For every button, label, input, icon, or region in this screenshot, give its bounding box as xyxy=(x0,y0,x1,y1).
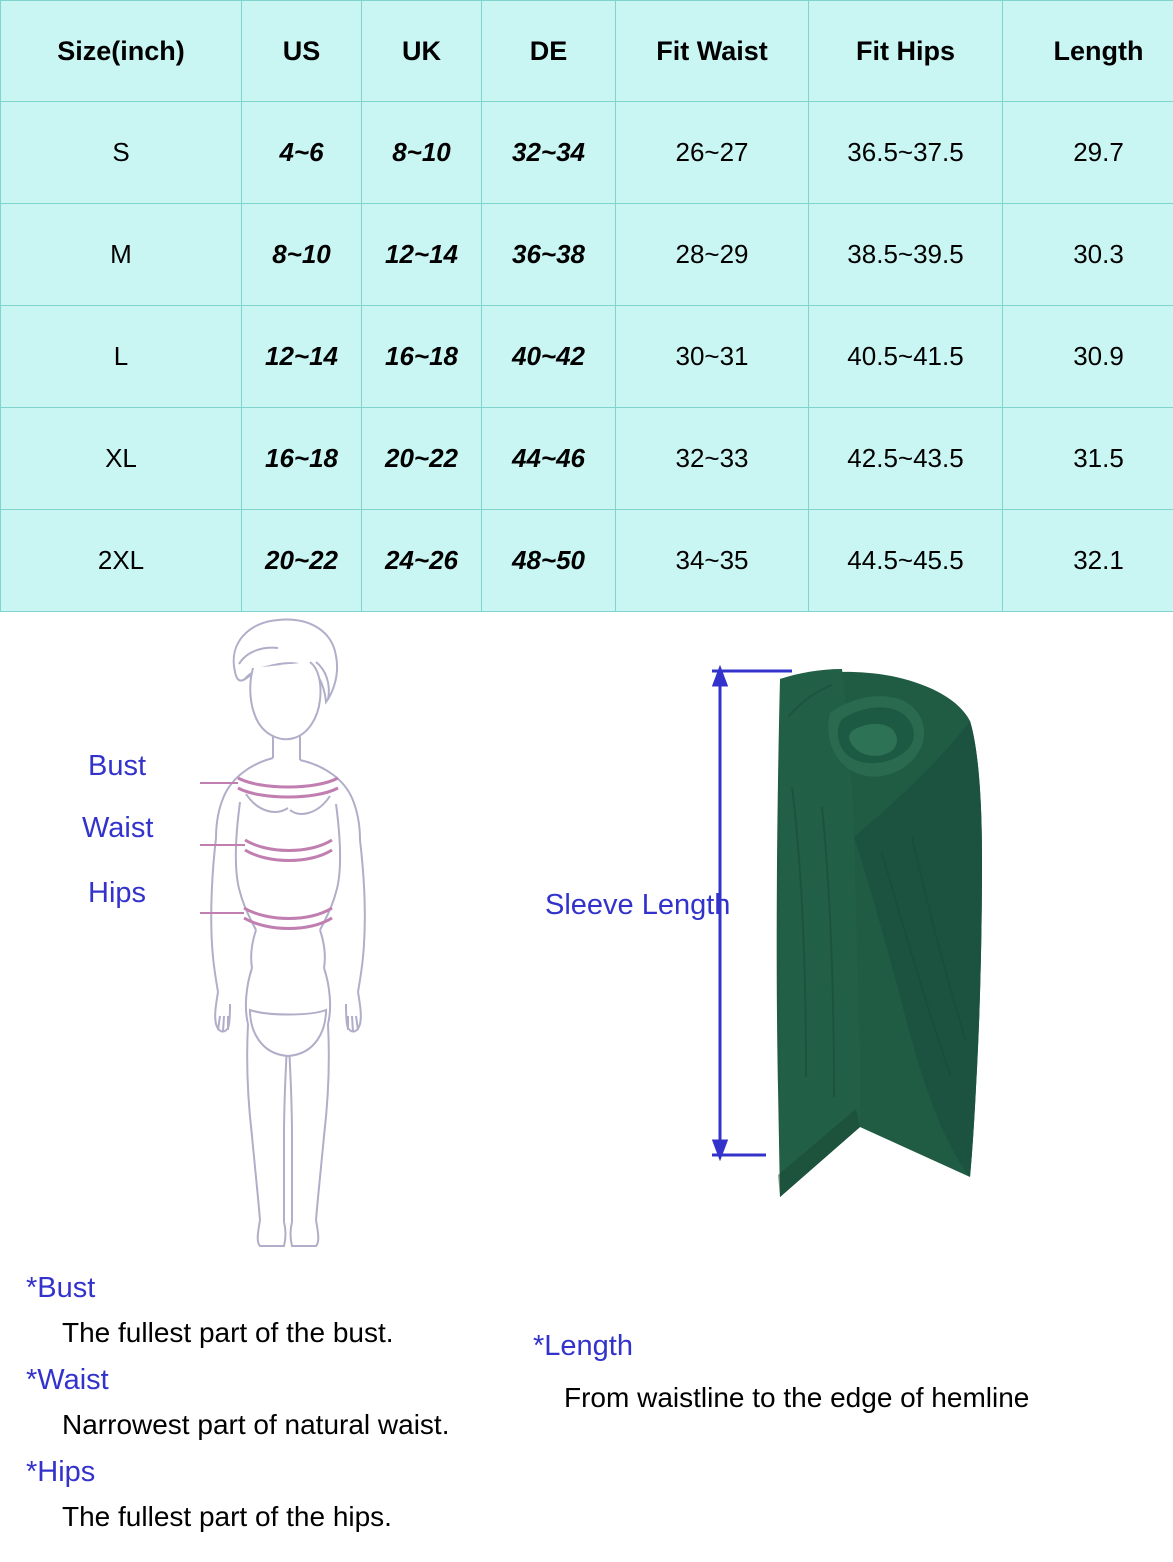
cell-us: 12~14 xyxy=(242,306,362,408)
note-text-waist: Narrowest part of natural waist. xyxy=(62,1409,450,1441)
note-title-waist: *Waist xyxy=(26,1364,109,1397)
label-hips: Hips xyxy=(88,877,146,910)
cell-fit-hips: 36.5~37.5 xyxy=(809,102,1003,204)
cell-uk: 24~26 xyxy=(362,510,482,612)
column-header-fit-waist: Fit Waist xyxy=(616,1,809,102)
cell-fit-hips: 44.5~45.5 xyxy=(809,510,1003,612)
note-text-length: From waistline to the edge of hemline xyxy=(564,1382,1029,1414)
table-header-row xyxy=(1,1,1173,102)
cell-length: 30.3 xyxy=(1003,204,1173,306)
label-waist: Waist xyxy=(82,812,153,845)
cell-de: 32~34 xyxy=(482,102,616,204)
column-header-fit-hips: Fit Hips xyxy=(809,1,1003,102)
note-title-length: *Length xyxy=(533,1330,633,1363)
cell-de: 48~50 xyxy=(482,510,616,612)
column-header-us: US xyxy=(242,1,362,102)
cell-size: XL xyxy=(1,408,242,510)
cell-uk: 12~14 xyxy=(362,204,482,306)
cell-length: 32.1 xyxy=(1003,510,1173,612)
bust-tape-icon xyxy=(238,778,338,787)
cell-de: 36~38 xyxy=(482,204,616,306)
note-title-bust: *Bust xyxy=(26,1272,95,1305)
column-header-uk: UK xyxy=(362,1,482,102)
note-text-hips: The fullest part of the hips. xyxy=(62,1501,392,1533)
measurement-notes xyxy=(0,1272,1173,1562)
cell-uk: 16~18 xyxy=(362,306,482,408)
table-row xyxy=(1,102,1173,204)
cell-de: 40~42 xyxy=(482,306,616,408)
cell-fit-waist: 34~35 xyxy=(616,510,809,612)
cell-length: 30.9 xyxy=(1003,306,1173,408)
cell-uk: 8~10 xyxy=(362,102,482,204)
waist-tape-icon xyxy=(245,840,332,851)
cell-us: 4~6 xyxy=(242,102,362,204)
table-row xyxy=(1,510,1173,612)
cell-fit-hips: 42.5~43.5 xyxy=(809,408,1003,510)
cell-us: 8~10 xyxy=(242,204,362,306)
cell-size: 2XL xyxy=(1,510,242,612)
table-row xyxy=(1,204,1173,306)
cell-fit-waist: 30~31 xyxy=(616,306,809,408)
column-header-de: DE xyxy=(482,1,616,102)
female-body-measurement-figure xyxy=(140,612,470,1262)
column-header-size: Size(inch) xyxy=(1,1,242,102)
green-wrap-skirt-figure xyxy=(530,657,1060,1227)
cell-size: S xyxy=(1,102,242,204)
cell-length: 31.5 xyxy=(1003,408,1173,510)
note-text-bust: The fullest part of the bust. xyxy=(62,1317,394,1349)
cell-de: 44~46 xyxy=(482,408,616,510)
label-sleeve-length: Sleeve Length xyxy=(545,889,730,922)
cell-size: L xyxy=(1,306,242,408)
column-header-length: Length xyxy=(1003,1,1173,102)
note-title-hips: *Hips xyxy=(26,1456,95,1489)
cell-fit-hips: 40.5~41.5 xyxy=(809,306,1003,408)
table-row xyxy=(1,408,1173,510)
cell-fit-waist: 28~29 xyxy=(616,204,809,306)
measurement-illustrations xyxy=(0,612,1173,1272)
cell-size: M xyxy=(1,204,242,306)
hips-tape-icon xyxy=(244,908,332,919)
cell-fit-waist: 32~33 xyxy=(616,408,809,510)
table-row xyxy=(1,306,1173,408)
cell-fit-hips: 38.5~39.5 xyxy=(809,204,1003,306)
cell-length: 29.7 xyxy=(1003,102,1173,204)
cell-us: 20~22 xyxy=(242,510,362,612)
size-chart-table xyxy=(0,0,1173,612)
cell-fit-waist: 26~27 xyxy=(616,102,809,204)
cell-uk: 20~22 xyxy=(362,408,482,510)
cell-us: 16~18 xyxy=(242,408,362,510)
label-bust: Bust xyxy=(88,750,146,783)
